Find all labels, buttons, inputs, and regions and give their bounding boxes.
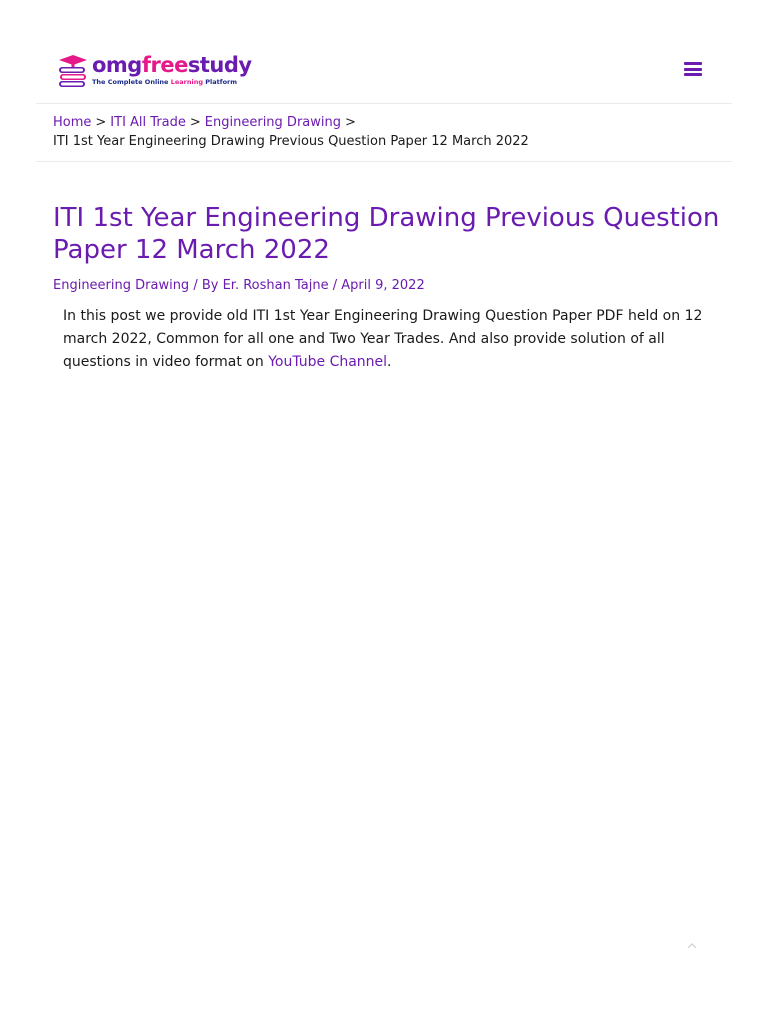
- post-author-link[interactable]: Er. Roshan Tajne: [222, 278, 329, 293]
- menu-bar: [684, 73, 702, 76]
- post-meta: [53, 278, 425, 293]
- breadcrumb-home[interactable]: Home: [53, 115, 92, 130]
- hamburger-menu-icon[interactable]: [684, 60, 702, 78]
- logo-text: [92, 52, 252, 86]
- youtube-channel-link[interactable]: YouTube Channel: [268, 354, 388, 370]
- intro-paragraph: [63, 305, 703, 374]
- breadcrumb-current: ITI 1st Year Engineering Drawing Previous Question Paper 12 March 2022: [53, 134, 529, 149]
- breadcrumb-separator: >: [95, 115, 107, 130]
- meta-date-separator: /: [328, 278, 342, 293]
- breadcrumb-separator: >: [189, 115, 201, 130]
- site-logo[interactable]: [56, 50, 252, 90]
- breadcrumb: [53, 113, 713, 151]
- books-stack-icon: [56, 51, 90, 89]
- post-date: April 9, 2022: [341, 278, 425, 293]
- menu-bar: [684, 62, 702, 65]
- intro-text: In this post we provide old ITI 1st Year Engineering Drawing Question Paper PDF held on 12 march 2022, Common for all one and Two Year Trades. And also provide solution of all questions in video format on: [63, 308, 703, 370]
- page-title: ITI 1st Year Engineering Drawing Previous Question Paper 12 March 2022: [53, 203, 720, 265]
- logo-wordmark: omgfreestudy: [92, 52, 252, 77]
- breadcrumb-bar: [36, 104, 732, 162]
- menu-bar: [684, 68, 702, 71]
- breadcrumb-iti-all-trade[interactable]: ITI All Trade: [110, 115, 186, 130]
- chevron-up-icon[interactable]: [684, 938, 700, 954]
- post-category-link[interactable]: Engineering Drawing: [53, 278, 190, 293]
- intro-end: .: [387, 354, 392, 370]
- site-header: [36, 0, 732, 104]
- logo-tagline: The Complete Online Learning Platform: [92, 77, 238, 86]
- meta-by-prefix: / By: [189, 278, 223, 293]
- breadcrumb-separator: >: [345, 115, 356, 130]
- breadcrumb-engineering-drawing[interactable]: Engineering Drawing: [204, 115, 341, 130]
